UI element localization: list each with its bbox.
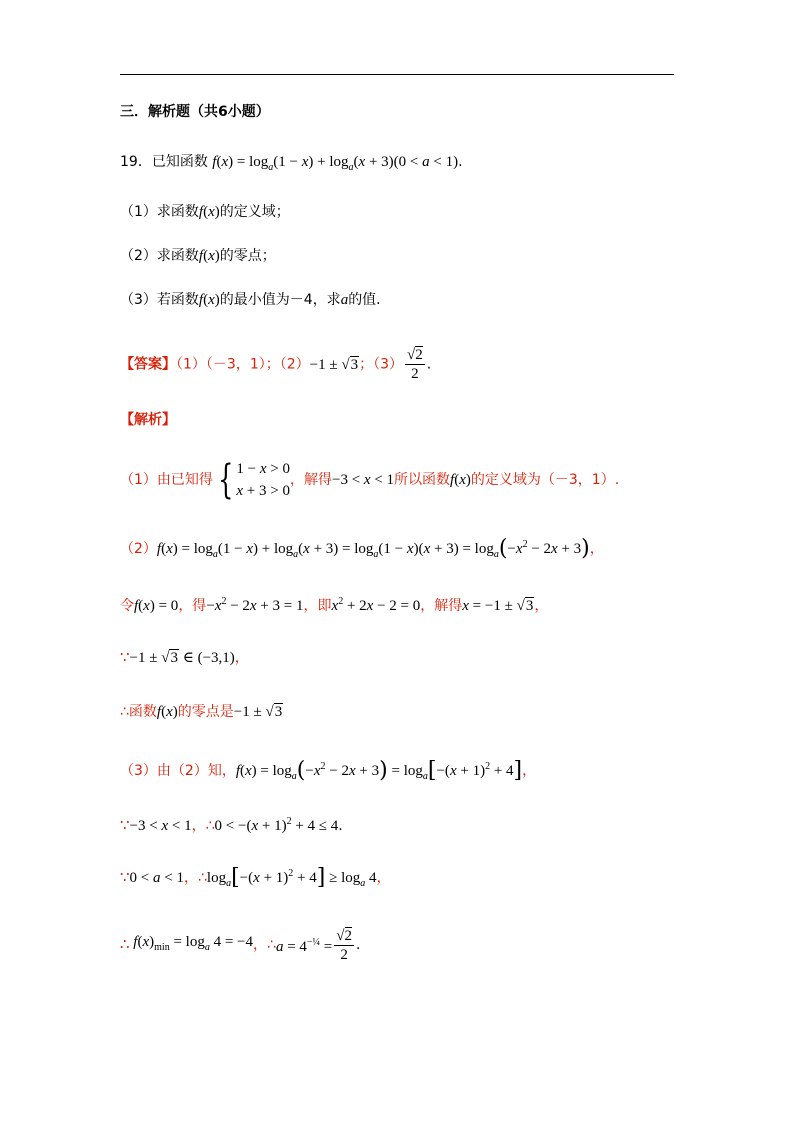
step1-tail: 所以函数: [394, 472, 451, 488]
part1-tail: 的定义域；: [219, 204, 290, 220]
step1-end: 的定义域为（－3，1）.: [470, 472, 620, 488]
stem-prefix: 19．已知函数: [120, 154, 208, 170]
step7-formula-a: −3 < x < 1: [129, 818, 192, 834]
part3-end: 的值.: [348, 292, 381, 308]
step2-formula: $f(x) = \log_a(1 - x) + \log_a(x + 3) = \log_a(1 - x)(x + 3) = \log_a(-x^2 - 2x + 3)$: [156, 536, 590, 561]
part3-mid: 的最小值为: [219, 292, 290, 308]
answer-line: [120, 346, 431, 383]
a-symbol: a: [340, 292, 349, 308]
step3-mid3: ，解得: [420, 598, 463, 614]
step5-formula: −1 ± √3: [233, 704, 283, 720]
step3-prefix: 令: [120, 598, 134, 614]
answer-part1: （1）（－3，1）；（2）: [176, 356, 310, 373]
question-part1: [120, 202, 290, 222]
question-stem: 19．已知函数 $f(x) = \log_a(1 - x) + \log_a(x + 3)(0 < a < 1)$.: [120, 154, 463, 173]
step3-mid2: ，即: [303, 598, 332, 614]
analysis-step3: [120, 592, 548, 616]
part3-tail: ，求: [312, 292, 341, 308]
step4-formula: −1 ± √3 ∈ (−3,1): [129, 650, 235, 666]
analysis-label: 【解析】: [120, 412, 176, 428]
step6-formula: $f(x) = \log_a(-x^2 - 2x + 3) = \log_a[-(x + 1)^2 + 4]$: [235, 758, 523, 783]
fx-symbol: f(x): [198, 292, 220, 308]
fx-symbol: f(x): [450, 472, 471, 488]
question-part2: [120, 246, 276, 266]
step3-eq2: $-x^2 - 2x + 3 = 1$: [206, 596, 304, 614]
step6-prefix: （3）由（2）知，: [120, 763, 236, 779]
step9-formula-b: $a = 4^{-\frac{1}{4}}$ =: [275, 937, 333, 955]
step5-prefix: ∴函数: [120, 704, 157, 720]
header-rule: [120, 74, 674, 75]
step9-formula-a: $f(x)_{min} = \log_a 4 = -4$: [133, 934, 254, 953]
step8-formula-b: $\log_a[-(x + 1)^2 + 4] \ge \log_a 4$: [206, 865, 377, 890]
analysis-step7: ∵−3 < x < 1，∴0 < $-(x + 1)^2 + 4 \le 4$.: [120, 816, 343, 834]
analysis-step5: [120, 702, 283, 722]
part2-label: （2）求函数: [120, 248, 199, 264]
step2-prefix: （2）: [120, 541, 157, 557]
stem-formula: $f(x) = \log_a(1 - x) + \log_a(x + 3)(0 < a < 1)$: [212, 154, 459, 173]
step3-end: ，: [534, 598, 549, 614]
step3-eq4: x = −1 ± √3: [462, 598, 534, 614]
step7-formula-b: $0 < -(x + 1)^2 + 4 \le 4$: [214, 816, 339, 834]
answer-end: .: [426, 356, 432, 373]
analysis-step8: ∵0 < a < 1，$\therefore\log_a[-(x + 1)^2 + 4] \ge \log_a 4$，: [120, 865, 391, 890]
analysis-step1: [120, 458, 619, 502]
fx-symbol: f(x): [198, 248, 220, 264]
step1-mid: ，解得: [289, 472, 332, 488]
part3-label: （3）若函数: [120, 292, 199, 308]
answer-fraction: $\frac{√2}{2}$: [407, 347, 423, 382]
inequality-system: { 1 − x > 0 x + 3 > 0: [218, 457, 290, 503]
part2-tail: 的零点；: [219, 248, 276, 264]
step3-eq3: $x^2 + 2x - 2 = 0$: [331, 596, 421, 614]
answer-formula-2: −1 ± √3: [309, 356, 359, 373]
step9-fraction: $\frac{√2}{2}$: [336, 927, 352, 963]
step8-formula-a: 0 < a < 1: [129, 870, 184, 886]
section-title: 三．解析题（共6小题）: [120, 104, 270, 120]
analysis-step6: （3）由（2）知，$f(x) = \log_a(-x^2 - 2x + 3) = \log_a[-(x + 1)^2 + 4]$，: [120, 758, 537, 783]
because-symbol: ∵: [120, 650, 130, 666]
part1-label: （1）求函数: [120, 204, 199, 220]
answer-label: 【答案】: [120, 356, 176, 373]
analysis-step9: ∴ $f(x)_{min} = \log_a 4 = -4$ ，∴ $a = 4^{-\frac{1}{4}}$ = $\frac{√2}{2}$ .: [120, 927, 361, 963]
step1-prefix: （1）由已知得: [120, 472, 213, 488]
step1-range: −3 < x < 1: [331, 472, 395, 488]
step3-mid1: ，得: [178, 598, 207, 614]
analysis-step2: $(2)f(x) = \log_a(1 - x) + \log_a(x + 3) = \log_a(1 - x)(x + 3) = \log_a(-x^2 - 2x + 3)$，: [120, 536, 604, 561]
step3-eq1: f(x) = 0: [134, 598, 179, 614]
part3-value: －4: [289, 292, 313, 308]
question-part3: [120, 290, 381, 310]
step5-mid: 的零点是: [177, 704, 234, 720]
analysis-step4: ∵−1 ± √3 ∈ (−3,1)，: [120, 650, 249, 666]
fx-symbol: f(x): [198, 204, 220, 220]
answer-part3: ；（3）: [359, 356, 403, 373]
fx-symbol: f(x): [156, 704, 178, 720]
